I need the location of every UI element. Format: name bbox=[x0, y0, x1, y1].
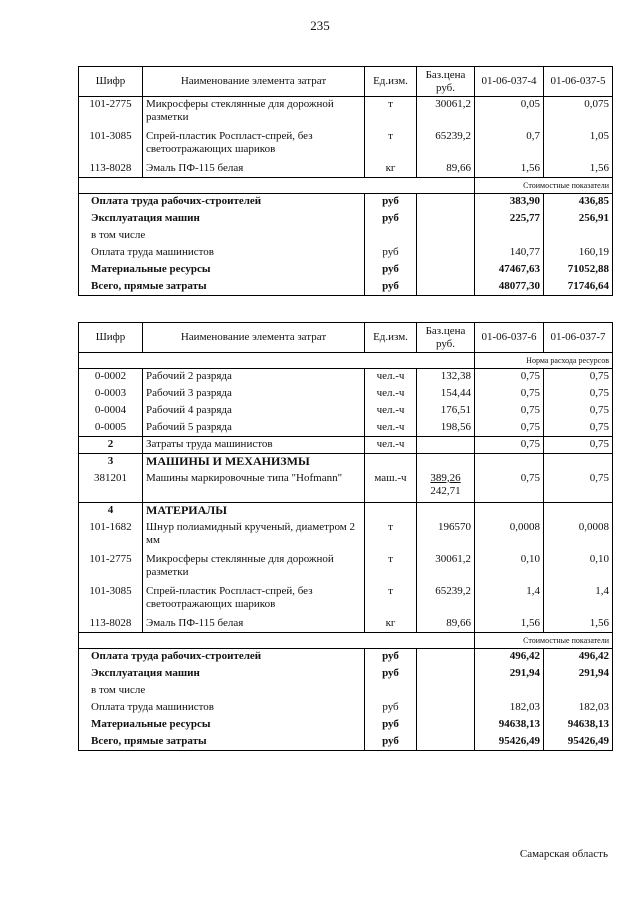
row-value-b: 1,56 bbox=[544, 616, 613, 633]
totals-unit bbox=[365, 228, 417, 245]
table-row bbox=[79, 420, 613, 437]
totals-value-b: 182,03 bbox=[544, 700, 613, 717]
row-unit: чел.-ч bbox=[365, 420, 417, 437]
totals-value-a: 95426,49 bbox=[475, 734, 544, 751]
totals-row bbox=[79, 700, 613, 717]
totals-name: в том числе bbox=[79, 683, 365, 700]
totals-value-b: 71052,88 bbox=[544, 262, 613, 279]
table-row bbox=[79, 161, 613, 178]
totals-value-a bbox=[475, 683, 544, 700]
row-code: 0-0004 bbox=[79, 403, 143, 420]
totals-value-b: 71746,64 bbox=[544, 279, 613, 296]
row-code: 381201 bbox=[79, 471, 143, 503]
row-code: 101-3085 bbox=[79, 129, 143, 161]
row-unit: т bbox=[365, 129, 417, 161]
totals-name: Материальные ресурсы bbox=[79, 717, 365, 734]
row-name: Рабочий 3 разряда bbox=[143, 386, 365, 403]
row-price: 132,38 bbox=[417, 369, 475, 386]
table-row bbox=[79, 520, 613, 552]
totals-value-b bbox=[544, 228, 613, 245]
row-price: 154,44 bbox=[417, 386, 475, 403]
totals-name: Оплата труда машинистов bbox=[79, 700, 365, 717]
totals-name: в том числе bbox=[79, 228, 365, 245]
row-value-a: 1,56 bbox=[475, 161, 544, 178]
row-value-b: 0,75 bbox=[544, 437, 613, 454]
section-row bbox=[79, 503, 613, 520]
row-value-b: 1,56 bbox=[544, 161, 613, 178]
totals-unit: руб bbox=[365, 279, 417, 296]
totals-unit: руб bbox=[365, 245, 417, 262]
section-title: МАШИНЫ И МЕХАНИЗМЫ bbox=[143, 454, 365, 471]
row-value-b: 1,4 bbox=[544, 584, 613, 616]
row-unit: кг bbox=[365, 616, 417, 633]
row-unit: т bbox=[365, 552, 417, 584]
totals-value-b: 160,19 bbox=[544, 245, 613, 262]
row-value-b: 0,75 bbox=[544, 471, 613, 503]
row-price: 89,66 bbox=[417, 616, 475, 633]
totals-value-b: 496,42 bbox=[544, 649, 613, 666]
row-value-a: 0,75 bbox=[475, 369, 544, 386]
row-unit: т bbox=[365, 520, 417, 552]
totals-name: Оплата труда рабочих-строителей bbox=[79, 194, 365, 211]
row-unit: маш.-ч bbox=[365, 471, 417, 503]
totals-row bbox=[79, 666, 613, 683]
row-name: Затраты труда машинистов bbox=[143, 437, 365, 454]
caption-label: Норма расхода ресурсов bbox=[475, 353, 613, 369]
row-unit: чел.-ч bbox=[365, 369, 417, 386]
row-code: 0-0002 bbox=[79, 369, 143, 386]
row-unit: чел.-ч bbox=[365, 437, 417, 454]
totals-value-b: 291,94 bbox=[544, 666, 613, 683]
totals-name: Эксплуатация машин bbox=[79, 211, 365, 228]
header-col-b: 01-06-037-7 bbox=[544, 323, 613, 353]
row-value-b: 1,05 bbox=[544, 129, 613, 161]
section-row bbox=[79, 454, 613, 471]
totals-row bbox=[79, 194, 613, 211]
row-value-a: 0,0008 bbox=[475, 520, 544, 552]
totals-value-a: 47467,63 bbox=[475, 262, 544, 279]
row-value-a: 0,75 bbox=[475, 437, 544, 454]
totals-unit: руб bbox=[365, 734, 417, 751]
table-row bbox=[79, 97, 613, 129]
row-value-b: 0,75 bbox=[544, 420, 613, 437]
table-row bbox=[79, 129, 613, 161]
totals-row bbox=[79, 279, 613, 296]
row-name: Эмаль ПФ-115 белая bbox=[143, 161, 365, 178]
row-value-b: 0,75 bbox=[544, 386, 613, 403]
totals-value-a: 182,03 bbox=[475, 700, 544, 717]
row-price: 198,56 bbox=[417, 420, 475, 437]
row-code: 101-2775 bbox=[79, 552, 143, 584]
header-base-price: Баз.цена руб. bbox=[417, 67, 475, 97]
totals-name: Оплата труда машинистов bbox=[79, 245, 365, 262]
header-unit: Ед.изм. bbox=[365, 323, 417, 353]
totals-unit bbox=[365, 683, 417, 700]
row-code: 101-3085 bbox=[79, 584, 143, 616]
row-value-b: 0,0008 bbox=[544, 520, 613, 552]
row-value-a: 0,75 bbox=[475, 403, 544, 420]
table-row bbox=[79, 403, 613, 420]
row-value-a: 0,75 bbox=[475, 386, 544, 403]
totals-unit: руб bbox=[365, 700, 417, 717]
estimate-table-1 bbox=[78, 66, 613, 296]
header-code: Шифр bbox=[79, 67, 143, 97]
totals-value-a: 291,94 bbox=[475, 666, 544, 683]
totals-row bbox=[79, 228, 613, 245]
section-code: 3 bbox=[79, 454, 143, 471]
caption-row bbox=[79, 353, 613, 369]
totals-value-a: 94638,13 bbox=[475, 717, 544, 734]
row-name: Рабочий 2 разряда bbox=[143, 369, 365, 386]
row-code: 113-8028 bbox=[79, 616, 143, 633]
header-col-a: 01-06-037-4 bbox=[475, 67, 544, 97]
row-code: 0-0003 bbox=[79, 386, 143, 403]
table-row bbox=[79, 386, 613, 403]
row-value-b: 0,10 bbox=[544, 552, 613, 584]
row-name: Микросферы стеклянные для дорожной разметки bbox=[143, 97, 365, 129]
totals-row bbox=[79, 717, 613, 734]
totals-value-b: 256,91 bbox=[544, 211, 613, 228]
header-base-price: Баз.цена руб. bbox=[417, 323, 475, 353]
totals-value-a: 496,42 bbox=[475, 649, 544, 666]
row-code: 0-0005 bbox=[79, 420, 143, 437]
row-price: 30061,2 bbox=[417, 97, 475, 129]
row-unit: кг bbox=[365, 161, 417, 178]
machine-price-2: 242,71 bbox=[430, 484, 461, 497]
row-value-a: 0,05 bbox=[475, 97, 544, 129]
row-name: Спрей-пластик Роспласт-спрей, без светоотражающих шариков bbox=[143, 129, 365, 161]
totals-value-b: 95426,49 bbox=[544, 734, 613, 751]
page-number: 235 bbox=[310, 18, 330, 33]
row-value-a: 1,4 bbox=[475, 584, 544, 616]
row-value-b: 0,75 bbox=[544, 403, 613, 420]
row-value-a: 1,56 bbox=[475, 616, 544, 633]
row-price bbox=[417, 437, 475, 454]
row-price: 65239,2 bbox=[417, 584, 475, 616]
caption-label: Стоимостные показатели bbox=[475, 633, 613, 649]
totals-row bbox=[79, 211, 613, 228]
totals-value-a: 225,77 bbox=[475, 211, 544, 228]
caption-label: Стоимостные показатели bbox=[475, 178, 613, 194]
table-row bbox=[79, 584, 613, 616]
row-unit: чел.-ч bbox=[365, 386, 417, 403]
row-value-b: 0,075 bbox=[544, 97, 613, 129]
header-unit: Ед.изм. bbox=[365, 67, 417, 97]
totals-unit: руб bbox=[365, 211, 417, 228]
row-price: 65239,2 bbox=[417, 129, 475, 161]
totals-unit: руб bbox=[365, 666, 417, 683]
footer-region: Самарская область bbox=[519, 848, 608, 860]
totals-unit: руб bbox=[365, 649, 417, 666]
totals-name: Всего, прямые затраты bbox=[79, 279, 365, 296]
totals-unit: руб bbox=[365, 262, 417, 279]
machine-price: 389,26 bbox=[430, 471, 461, 484]
totals-name: Эксплуатация машин bbox=[79, 666, 365, 683]
row-name: Рабочий 5 разряда bbox=[143, 420, 365, 437]
row-code: 101-1682 bbox=[79, 520, 143, 552]
estimate-table-2 bbox=[78, 322, 613, 751]
row-name: Шнур полиамидный крученый, диаметром 2 мм bbox=[143, 520, 365, 552]
section-title: МАТЕРИАЛЫ bbox=[143, 503, 365, 520]
row-value-a: 0,75 bbox=[475, 420, 544, 437]
totals-row bbox=[79, 683, 613, 700]
table-header bbox=[79, 323, 613, 353]
table-row bbox=[79, 616, 613, 633]
caption-row bbox=[79, 633, 613, 649]
row-price: 30061,2 bbox=[417, 552, 475, 584]
row-unit: т bbox=[365, 97, 417, 129]
totals-value-a bbox=[475, 228, 544, 245]
row-value-a: 0,75 bbox=[475, 471, 544, 503]
totals-row bbox=[79, 262, 613, 279]
table-row bbox=[79, 437, 613, 454]
table-row bbox=[79, 471, 613, 503]
row-name: Спрей-пластик Роспласт-спрей, без светоотражающих шариков bbox=[143, 584, 365, 616]
row-name: Рабочий 4 разряда bbox=[143, 403, 365, 420]
header-code: Шифр bbox=[79, 323, 143, 353]
header-name: Наименование элемента затрат bbox=[143, 323, 365, 353]
row-price: 89,66 bbox=[417, 161, 475, 178]
totals-value-a: 48077,30 bbox=[475, 279, 544, 296]
totals-value-b: 436,85 bbox=[544, 194, 613, 211]
header-col-a: 01-06-037-6 bbox=[475, 323, 544, 353]
totals-value-b: 94638,13 bbox=[544, 717, 613, 734]
table-row bbox=[79, 369, 613, 386]
caption-row bbox=[79, 178, 613, 194]
row-price: 196570 bbox=[417, 520, 475, 552]
totals-unit: руб bbox=[365, 717, 417, 734]
row-name: Эмаль ПФ-115 белая bbox=[143, 616, 365, 633]
row-price bbox=[417, 471, 475, 503]
row-code: 113-8028 bbox=[79, 161, 143, 178]
row-unit: чел.-ч bbox=[365, 403, 417, 420]
totals-name: Материальные ресурсы bbox=[79, 262, 365, 279]
row-code: 101-2775 bbox=[79, 97, 143, 129]
table-row bbox=[79, 552, 613, 584]
totals-value-b bbox=[544, 683, 613, 700]
row-name: Машины маркировочные типа "Hofmann" bbox=[143, 471, 365, 503]
totals-name: Всего, прямые затраты bbox=[79, 734, 365, 751]
header-name: Наименование элемента затрат bbox=[143, 67, 365, 97]
row-value-b: 0,75 bbox=[544, 369, 613, 386]
totals-unit: руб bbox=[365, 194, 417, 211]
row-value-a: 0,10 bbox=[475, 552, 544, 584]
totals-value-a: 383,90 bbox=[475, 194, 544, 211]
section-code: 4 bbox=[79, 503, 143, 520]
row-price: 176,51 bbox=[417, 403, 475, 420]
row-value-a: 0,7 bbox=[475, 129, 544, 161]
row-code: 2 bbox=[79, 437, 143, 454]
totals-name: Оплата труда рабочих-строителей bbox=[79, 649, 365, 666]
totals-row bbox=[79, 649, 613, 666]
totals-value-a: 140,77 bbox=[475, 245, 544, 262]
row-unit: т bbox=[365, 584, 417, 616]
table-header bbox=[79, 67, 613, 97]
totals-row bbox=[79, 245, 613, 262]
header-col-b: 01-06-037-5 bbox=[544, 67, 613, 97]
row-name: Микросферы стеклянные для дорожной разметки bbox=[143, 552, 365, 584]
totals-row bbox=[79, 734, 613, 751]
